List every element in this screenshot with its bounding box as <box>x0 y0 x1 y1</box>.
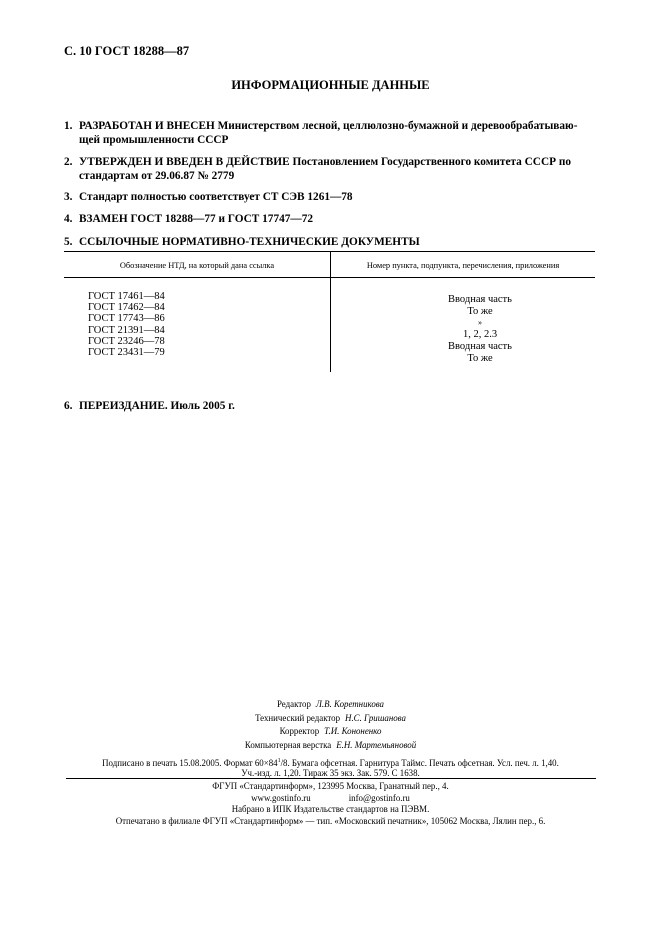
imprint-text: Подписано в печать 15.08.2005. Формат 60×84 <box>102 757 278 768</box>
table-cell-gost: ГОСТ 23246—78 <box>88 335 165 347</box>
imprint-text: /8. Бумага офсетная. Гарнитура Таймс. Печать офсетная. Усл. печ. л. 1,40. <box>280 757 559 768</box>
item-number: 2. <box>64 156 73 168</box>
table-cell-gost: ГОСТ 17462—84 <box>88 302 165 314</box>
table-cell-clause: Вводная часть <box>448 294 512 305</box>
staff-name: Т.И. Кононенко <box>324 726 382 736</box>
table-header-designation: Обозначение НТД, на который дана ссылка <box>119 261 275 270</box>
info-item-5 <box>64 235 600 249</box>
publisher-printer: Отпечатано в филиале ФГУП «Стандартинформ» — тип. «Московский печатник», 105062 Москва, Лялин пер., 6. <box>115 815 546 826</box>
item-heading: УТВЕРЖДЕН И ВВЕДЕН В ДЕЙСТВИЕ <box>79 156 290 168</box>
table-header-clause: Номер пункта, подпункта, перечисления, приложения <box>366 261 560 270</box>
staff-role: Корректор <box>279 726 320 736</box>
info-item-4 <box>64 212 600 226</box>
table-cell-gost: ГОСТ 17743—86 <box>88 313 165 325</box>
item-text: ПЕРЕИЗДАНИЕ. Июль 2005 г. <box>79 400 235 412</box>
staff-line <box>0 725 661 739</box>
item-number: 1. <box>64 120 73 132</box>
item-number: 4. <box>64 213 73 225</box>
table-cell-clause: То же <box>467 352 493 364</box>
imprint-text: Уч.-изд. л. 1,20. Тираж 35 экз. Зак. 579. С 1638. <box>241 768 420 779</box>
info-item-3 <box>64 190 600 204</box>
item-number: 3. <box>64 191 73 203</box>
table-cell-gost: ГОСТ 17461—84 <box>88 291 165 302</box>
staff-line <box>0 698 661 712</box>
item-text: Постановлением Государственного комитета СССР по <box>289 156 571 168</box>
staff-role: Технический редактор <box>255 712 341 723</box>
publisher-typeset: Набрано в ИПК Издательстве стандартов на ПЭВМ. <box>231 804 430 815</box>
publisher-info <box>0 781 661 827</box>
item-text: Министерством лесной, целлюлозно-бумажной и деревообрабатываю- <box>214 120 578 132</box>
info-item-2 <box>64 155 600 183</box>
print-imprint <box>0 756 661 778</box>
clause-list <box>380 294 580 364</box>
imprint-divider <box>66 778 596 779</box>
item-heading: РАЗРАБОТАН И ВНЕСЕН <box>79 120 215 132</box>
section-title: ИНФОРМАЦИОННЫЕ ДАННЫЕ <box>231 78 430 92</box>
table-cell-clause: 1, 2, 2.3 <box>462 329 498 341</box>
item-text-continued: щей промышленности СССР <box>79 134 229 146</box>
staff-role: Компьютерная верстка <box>244 739 332 750</box>
table-column-divider <box>330 251 331 372</box>
page-header: С. 10 ГОСТ 18288—87 <box>64 44 190 58</box>
staff-name: Л.В. Коретникова <box>315 699 384 709</box>
table-cell-gost: ГОСТ 21391—84 <box>88 324 165 336</box>
item-text-continued: стандартам от 29.06.87 № 2779 <box>79 170 235 182</box>
staff-name: Н.С. Гришанова <box>345 712 406 723</box>
publisher-website-link[interactable]: www.gostinfo.ru <box>251 792 311 803</box>
item-text: ВЗАМЕН ГОСТ 18288—77 и ГОСТ 17747—72 <box>79 213 313 225</box>
info-item-6 <box>64 399 600 413</box>
table-cell-clause: Вводная часть <box>448 340 512 352</box>
staff-credits <box>0 698 661 752</box>
staff-name: Е.Н. Мартемьяновой <box>336 739 417 750</box>
staff-line <box>0 712 661 726</box>
publisher-email-link[interactable]: info@gostinfo.ru <box>348 792 410 803</box>
table-cell-clause-ditto: » <box>478 318 482 328</box>
info-item-1 <box>64 119 600 147</box>
staff-role: Редактор <box>276 699 311 709</box>
publisher-address: ФГУП «Стандартинформ», 123995 Москва, Гранатный пер., 4. <box>212 781 449 791</box>
item-text: ССЫЛОЧНЫЕ НОРМАТИВНО-ТЕХНИЧЕСКИЕ ДОКУМЕНТЫ <box>79 236 420 248</box>
item-number: 6. <box>64 400 73 412</box>
gost-list <box>88 291 165 358</box>
imprint-sup: 1 <box>277 758 281 764</box>
staff-line <box>0 739 661 753</box>
table-cell-gost: ГОСТ 23431—79 <box>88 347 165 359</box>
table-cell-clause: То же <box>467 305 493 317</box>
item-text: Стандарт полностью соответствует СТ СЭВ 1261—78 <box>79 191 353 203</box>
item-number: 5. <box>64 236 73 248</box>
